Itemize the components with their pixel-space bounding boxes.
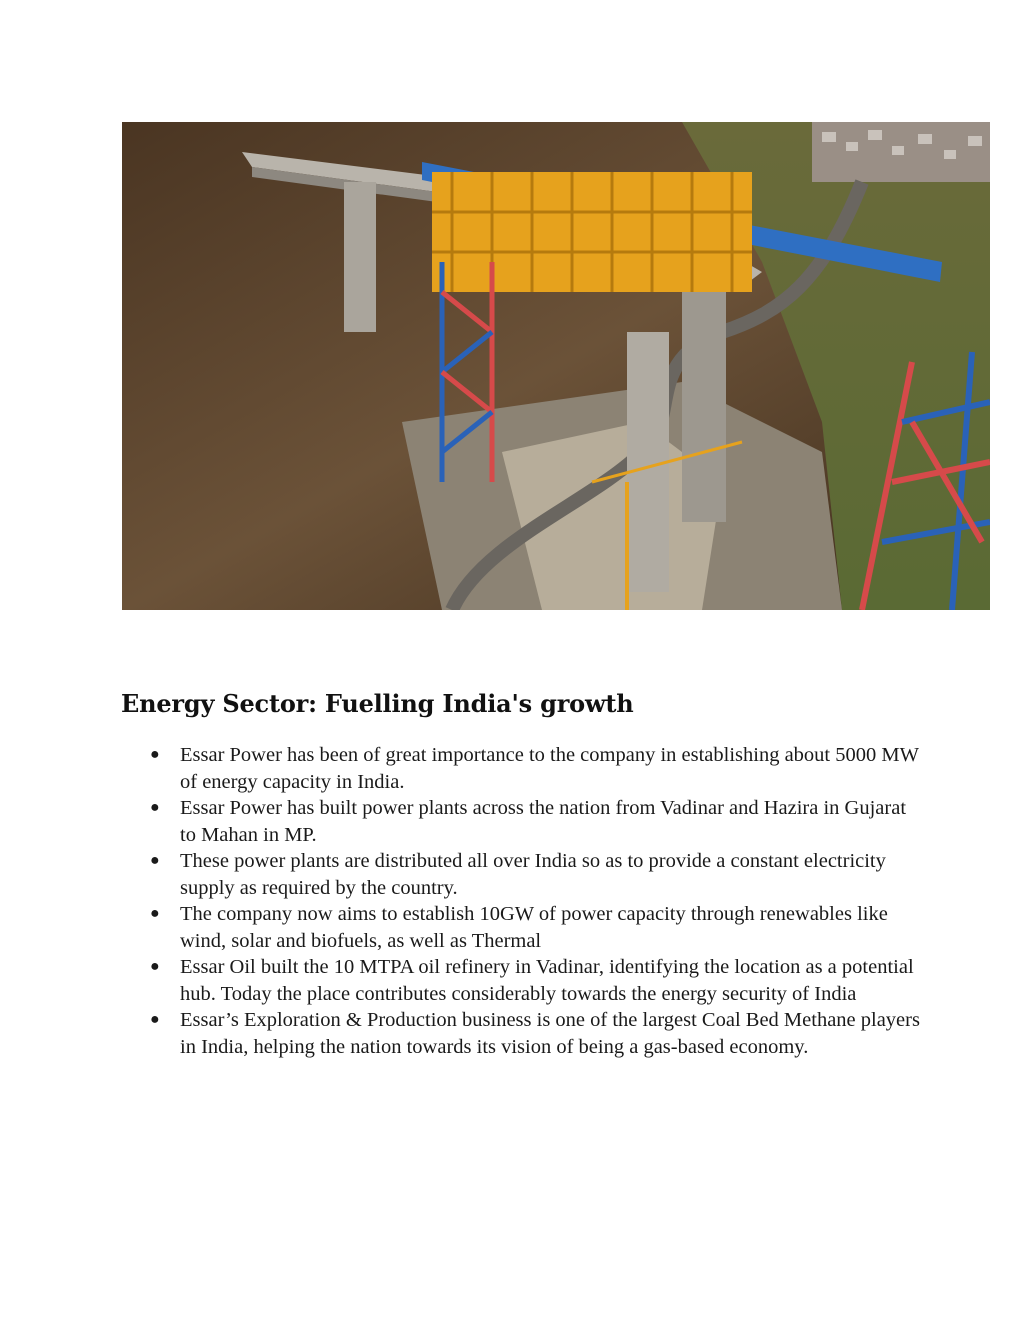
list-item-text: Essar’s Exploration & Production business is one of the largest Coal Bed Methane players in India, helping the nation towards its vision of being a gas-based economy. (180, 1009, 920, 1058)
list-item (150, 795, 920, 848)
bullet-icon: ● (150, 799, 160, 816)
bullet-icon: ● (150, 746, 160, 763)
list-item-text: These power plants are distributed all over India so as to provide a constant electricity supply as required by the country. (180, 850, 886, 899)
list-item (150, 1007, 920, 1060)
list-item-text: Essar Oil built the 10 MTPA oil refinery in Vadinar, identifying the location as a potential hub. Today the place contributes considerably towards the energy security of India (180, 956, 914, 1005)
bullet-list (150, 742, 920, 1060)
list-item-text: Essar Power has been of great importance to the company in establishing about 5000 MW of energy capacity in India. (180, 744, 919, 793)
bullet-icon: ● (150, 852, 160, 869)
bridge-construction-photo (122, 122, 990, 610)
list-item (150, 901, 920, 954)
bullet-icon: ● (150, 1011, 160, 1028)
list-item (150, 848, 920, 901)
bullet-icon: ● (150, 905, 160, 922)
list-item (150, 954, 920, 1007)
bullet-icon: ● (150, 958, 160, 975)
list-item-text: The company now aims to establish 10GW of power capacity through renewables like wind, solar and biofuels, as well as Thermal (180, 903, 888, 952)
list-item-text: Essar Power has built power plants across the nation from Vadinar and Hazira in Gujarat to Mahan in MP. (180, 797, 907, 846)
photo-illustration (122, 122, 990, 610)
list-item (150, 742, 920, 795)
section-heading: Energy Sector: Fuelling India's growth (121, 689, 634, 718)
